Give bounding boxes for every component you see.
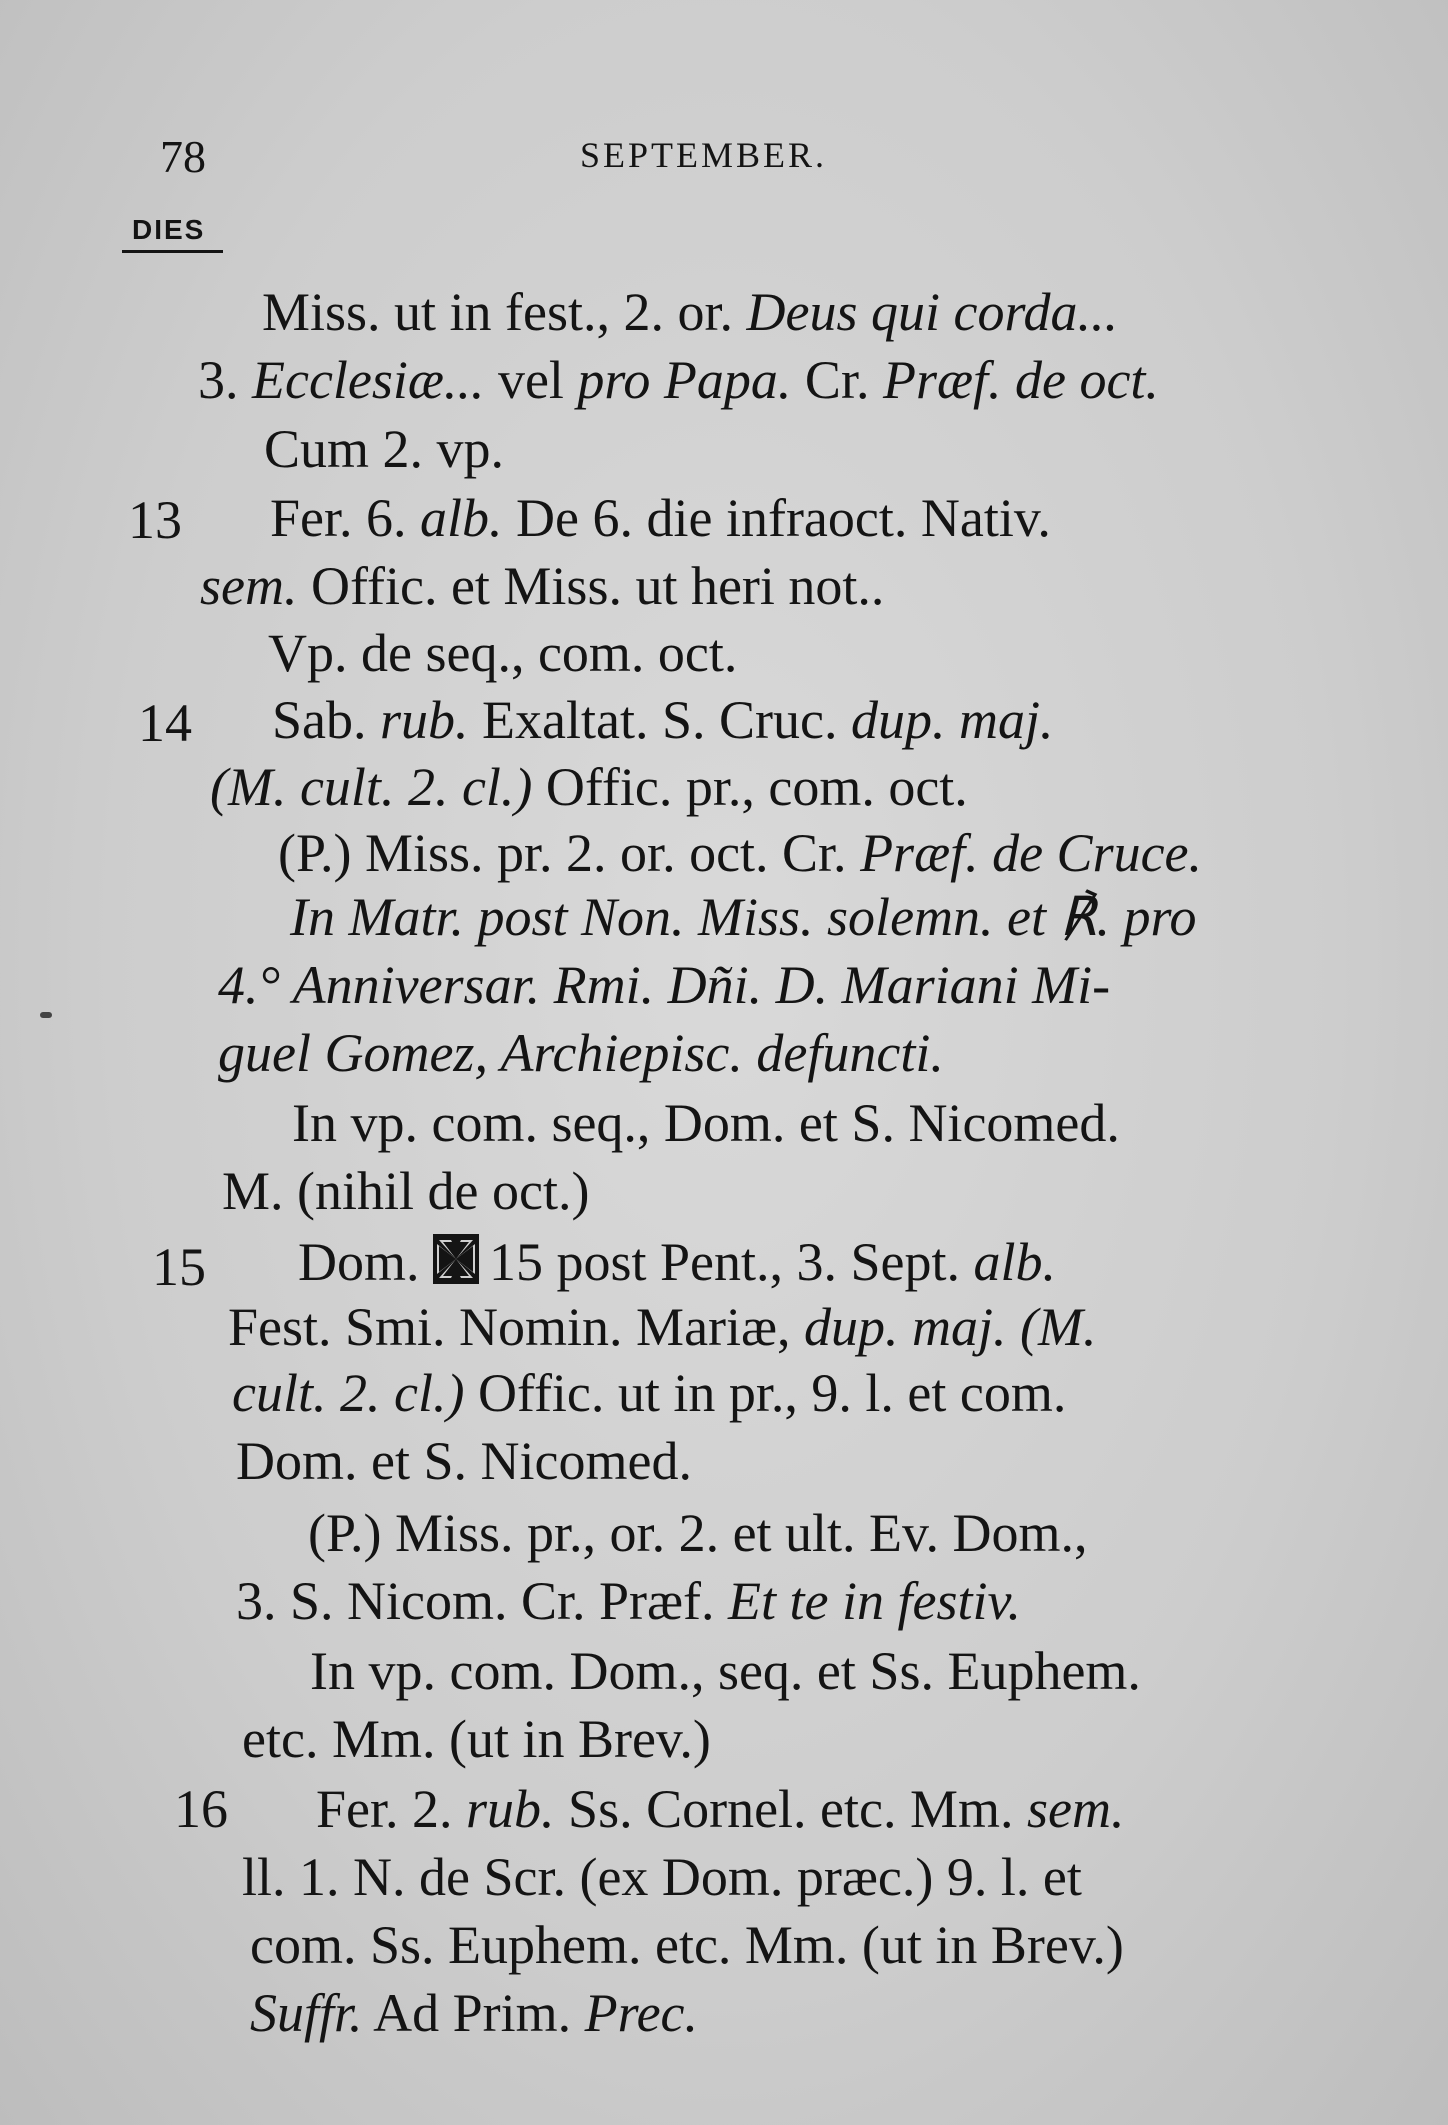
- ink-speck: [40, 1012, 52, 1018]
- text-line: Dom. et S. Nicomed.: [236, 1431, 692, 1491]
- text-line: Suffr. Ad Prim. Prec.: [250, 1983, 699, 2043]
- text-line: com. Ss. Euphem. etc. Mm. (ut in Brev.): [250, 1915, 1124, 1975]
- column-label: DIES: [122, 214, 223, 253]
- text-line: ll. 1. N. de Scr. (ex Dom. præc.) 9. l. et: [242, 1847, 1082, 1907]
- day-number-14: 14: [138, 693, 192, 753]
- text-line: Cum 2. vp.: [264, 419, 505, 479]
- text-line: guel Gomez, Archiepisc. defuncti.: [218, 1023, 944, 1083]
- text-line: Sab. rub. Exaltat. S. Cruc. dup. maj.: [272, 690, 1054, 750]
- text-line: Fer. 6. alb. De 6. die infraoct. Nativ.: [270, 488, 1051, 548]
- text-line: 3. Ecclesiæ... vel pro Papa. Cr. Præf. de oct.: [198, 350, 1159, 410]
- page-title: SEPTEMBER.: [580, 135, 828, 175]
- text-line: cult. 2. cl.) Offic. ut in pr., 9. l. et com.: [232, 1363, 1067, 1423]
- text-line: In vp. com. seq., Dom. et S. Nicomed.: [292, 1093, 1120, 1153]
- text-line: (M. cult. 2. cl.) Offic. pr., com. oct.: [210, 757, 968, 817]
- text-line: 4.° Anniversar. Rmi. Dñi. D. Mariani Mi-: [218, 955, 1111, 1015]
- page-number: 78: [160, 131, 206, 182]
- day-number-15: 15: [152, 1237, 206, 1297]
- text-line: etc. Mm. (ut in Brev.): [242, 1709, 711, 1769]
- text-line: Dom. 15 post Pent., 3. Sept. alb.: [298, 1232, 1057, 1292]
- text-line: (P.) Miss. pr. 2. or. oct. Cr. Præf. de Cruce.: [278, 823, 1203, 883]
- text-line: 3. S. Nicom. Cr. Præf. Et te in festiv.: [236, 1571, 1021, 1631]
- cross-icon: [433, 1234, 479, 1284]
- text-line: (P.) Miss. pr., or. 2. et ult. Ev. Dom.,: [308, 1503, 1088, 1563]
- day-number-13: 13: [128, 490, 182, 550]
- day-number-16: 16: [174, 1779, 228, 1839]
- text-line: Fer. 2. rub. Ss. Cornel. etc. Mm. sem.: [316, 1779, 1125, 1839]
- text-line: In Matr. post Non. Miss. solemn. et ℟. pro: [290, 887, 1197, 947]
- text-line: In vp. com. Dom., seq. et Ss. Euphem.: [310, 1641, 1141, 1701]
- text-line: M. (nihil de oct.): [222, 1161, 590, 1221]
- text-line: Vp. de seq., com. oct.: [268, 623, 738, 683]
- text-line: Fest. Smi. Nomin. Mariæ, dup. maj. (M.: [228, 1297, 1097, 1357]
- text-line: Miss. ut in fest., 2. or. Deus qui corda...: [262, 282, 1118, 342]
- text-line: sem. Offic. et Miss. ut heri not..: [200, 556, 885, 616]
